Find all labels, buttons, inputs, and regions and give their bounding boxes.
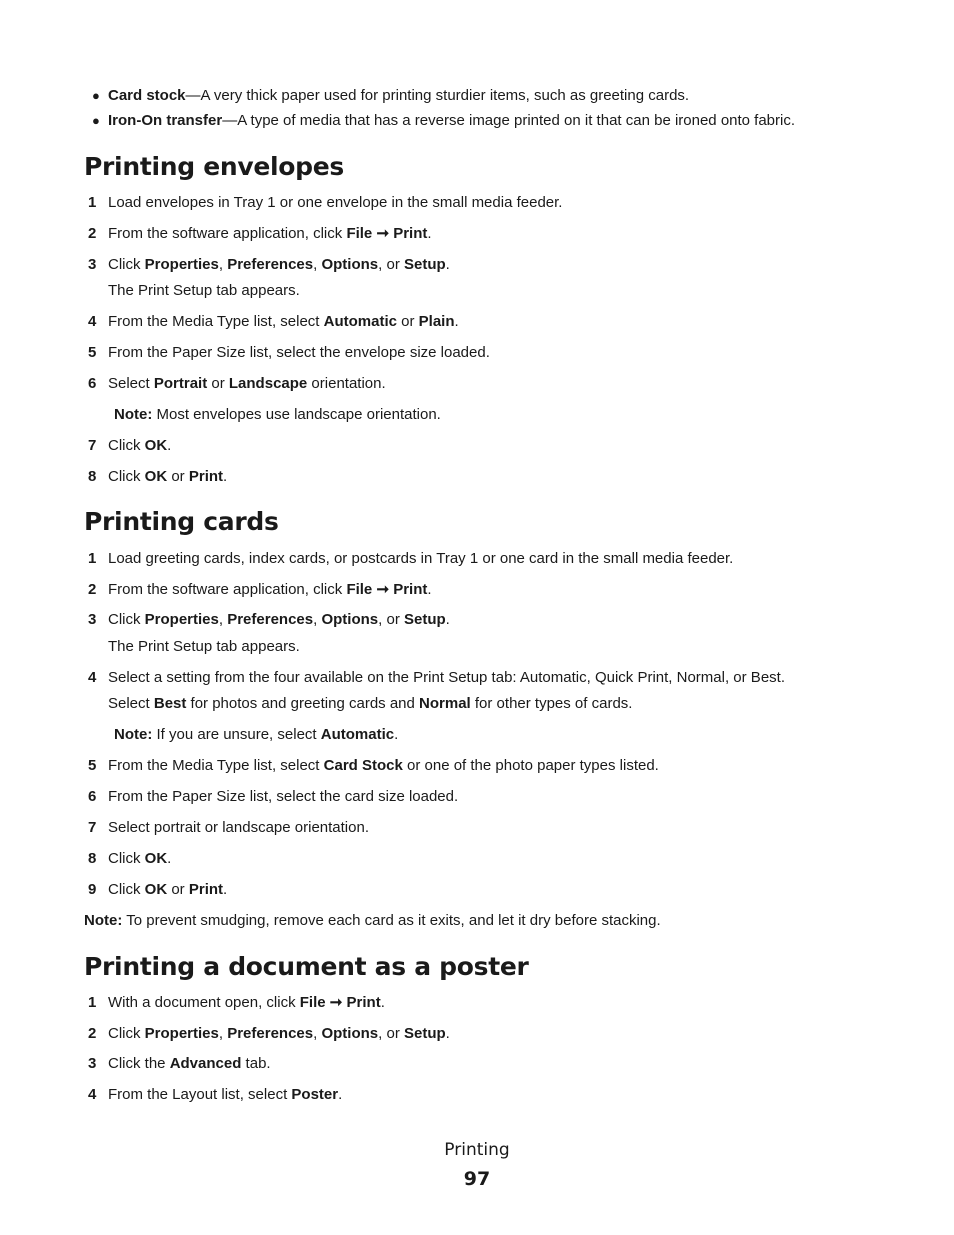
step-number: 6 (88, 375, 97, 392)
step-number: 1 (88, 194, 97, 211)
step-text: Click Properties, Preferences, Options, or Setup. (108, 611, 450, 628)
step-text: Click the Advanced tab. (108, 1055, 271, 1072)
bullet-term: Card stock (108, 87, 186, 104)
step-number: 2 (88, 1025, 97, 1042)
step-number: 6 (88, 788, 97, 805)
step-number: 9 (88, 881, 97, 898)
step-number: 3 (88, 256, 97, 273)
step-text: Click Properties, Preferences, Options, or Setup. (108, 1025, 450, 1042)
step-number: 5 (88, 757, 97, 774)
step-number: 1 (88, 550, 97, 567)
note-text: To prevent smudging, remove each card as it exits, and let it dry before stacking. (122, 912, 661, 929)
step-text: Click OK. (108, 850, 172, 867)
step-text: With a document open, click File ➞ Print. (108, 994, 385, 1011)
step-text: From the software application, click File ➞ Print. (108, 581, 432, 598)
step-number: 7 (88, 437, 97, 454)
note-label: Note: (84, 912, 123, 929)
page-number: 97 (463, 1168, 491, 1190)
note-text: Most envelopes use landscape orientation. (152, 406, 441, 423)
step-text: Select portrait or landscape orientation. (108, 819, 369, 836)
step-number: 4 (88, 1086, 97, 1103)
note-label: Note: (114, 406, 153, 423)
bullet-icon: ● (92, 113, 100, 128)
document-page: ● Card stock—A very thick paper used for printing sturdier items, such as greeting cards. ● Iron-On transfer—A type of media that has a reverse image printed on it that can be ironed onto fabric. Printing envelopes 1 Load envelopes in Tray 1 or one envelope in the small media feeder. 2 From the software application, click File ➞ Print. 3 Click Properties, Preferences, Options, or Setup. The Print Setup tab appears. 4 From the Media Type list, select Automatic or Plain. 5 From the Paper Size list, select the envelope size loaded. 6 Select Portrait or Landscape orientation. Note: Most envelopes use landscape orientation. 7 Click OK. 8 Click OK or Print. Printing cards 1 Load greeting cards, index cards, or postcards in Tray 1 or one card in the small media feeder. 2 From the software application, click File ➞ Print. 3 Click Properties, Preferences, Options, or Setup. The Print Setup tab appears. 4 Select a setting from the four available on the Print Setup tab: Automatic, Quick Print, Normal, or Best. Select Best for photos and greeting cards and Normal for other types of cards. Note: If you are unsure, select Automatic. 5 From the Media Type list, select Card Stock or one of the photo paper types listed. 6 From the Paper Size list, select the card size loaded. 7 Select portrait or landscape orientation. 8 Click OK. 9 Click OK or Print. Note: To prevent smudging, remove each card as it exits, and let it dry before stacking. Printing a document as a poster 1 With a document open, click File ➞ Print. 2 Click Properties, Preferences, Options, or Setup. 3 Click the Advanced tab. 4 From the Layout list, select Poster. Printing 97 (0, 0, 954, 1235)
footer-section-name: Printing (444, 1140, 510, 1160)
step-text: From the Paper Size list, select the envelope size loaded. (108, 344, 490, 361)
bullet-term: Iron-On transfer (108, 112, 223, 129)
step-text: From the Paper Size list, select the card size loaded. (108, 788, 459, 805)
step-text: Click OK. (108, 437, 172, 454)
step-number: 2 (88, 581, 97, 598)
step-number: 8 (88, 468, 97, 485)
step-number: 5 (88, 344, 97, 361)
section-heading: Printing a document as a poster (84, 952, 529, 981)
step-number: 4 (88, 669, 97, 686)
step-text: Click Properties, Preferences, Options, or Setup. (108, 256, 450, 273)
step-text: From the Layout list, select Poster. (108, 1086, 343, 1103)
arrow-icon: ➞ (329, 994, 343, 1011)
step-number: 7 (88, 819, 97, 836)
section-heading: Printing envelopes (84, 152, 345, 181)
step-number: 4 (88, 313, 97, 330)
step-text: From the Media Type list, select Card Stock or one of the photo paper types listed. (108, 757, 659, 774)
step-number: 2 (88, 225, 97, 242)
step-text: Select Portrait or Landscape orientation. (108, 375, 386, 392)
arrow-icon: ➞ (376, 225, 390, 242)
step-number: 3 (88, 611, 97, 628)
arrow-icon: ➞ (376, 581, 390, 598)
step-number: 8 (88, 850, 97, 867)
step-number: 1 (88, 994, 97, 1011)
step-text: From the software application, click File ➞ Print. (108, 225, 432, 242)
section-heading: Printing cards (84, 507, 279, 536)
step-number: 3 (88, 1055, 97, 1072)
note-text: If you are unsure, select (152, 726, 321, 743)
step-text: Load envelopes in Tray 1 or one envelope in the small media feeder. (108, 194, 563, 211)
bullet-desc: —A very thick paper used for printing sturdier items, such as greeting cards. (185, 87, 690, 104)
note-label: Note: (114, 726, 153, 743)
step-text: Click OK or Print. (108, 468, 228, 485)
step-text: From the Media Type list, select Automatic or Plain. (108, 313, 459, 330)
step-text: Select a setting from the four available on the Print Setup tab: Automatic, Quick Print, Normal, or Best. (108, 669, 785, 686)
bullet-icon: ● (92, 88, 100, 103)
step-text: Click OK or Print. (108, 881, 228, 898)
bullet-desc: —A type of media that has a reverse image printed on it that can be ironed onto fabric. (222, 112, 796, 129)
step-text: Load greeting cards, index cards, or postcards in Tray 1 or one card in the small media feeder. (108, 550, 734, 567)
